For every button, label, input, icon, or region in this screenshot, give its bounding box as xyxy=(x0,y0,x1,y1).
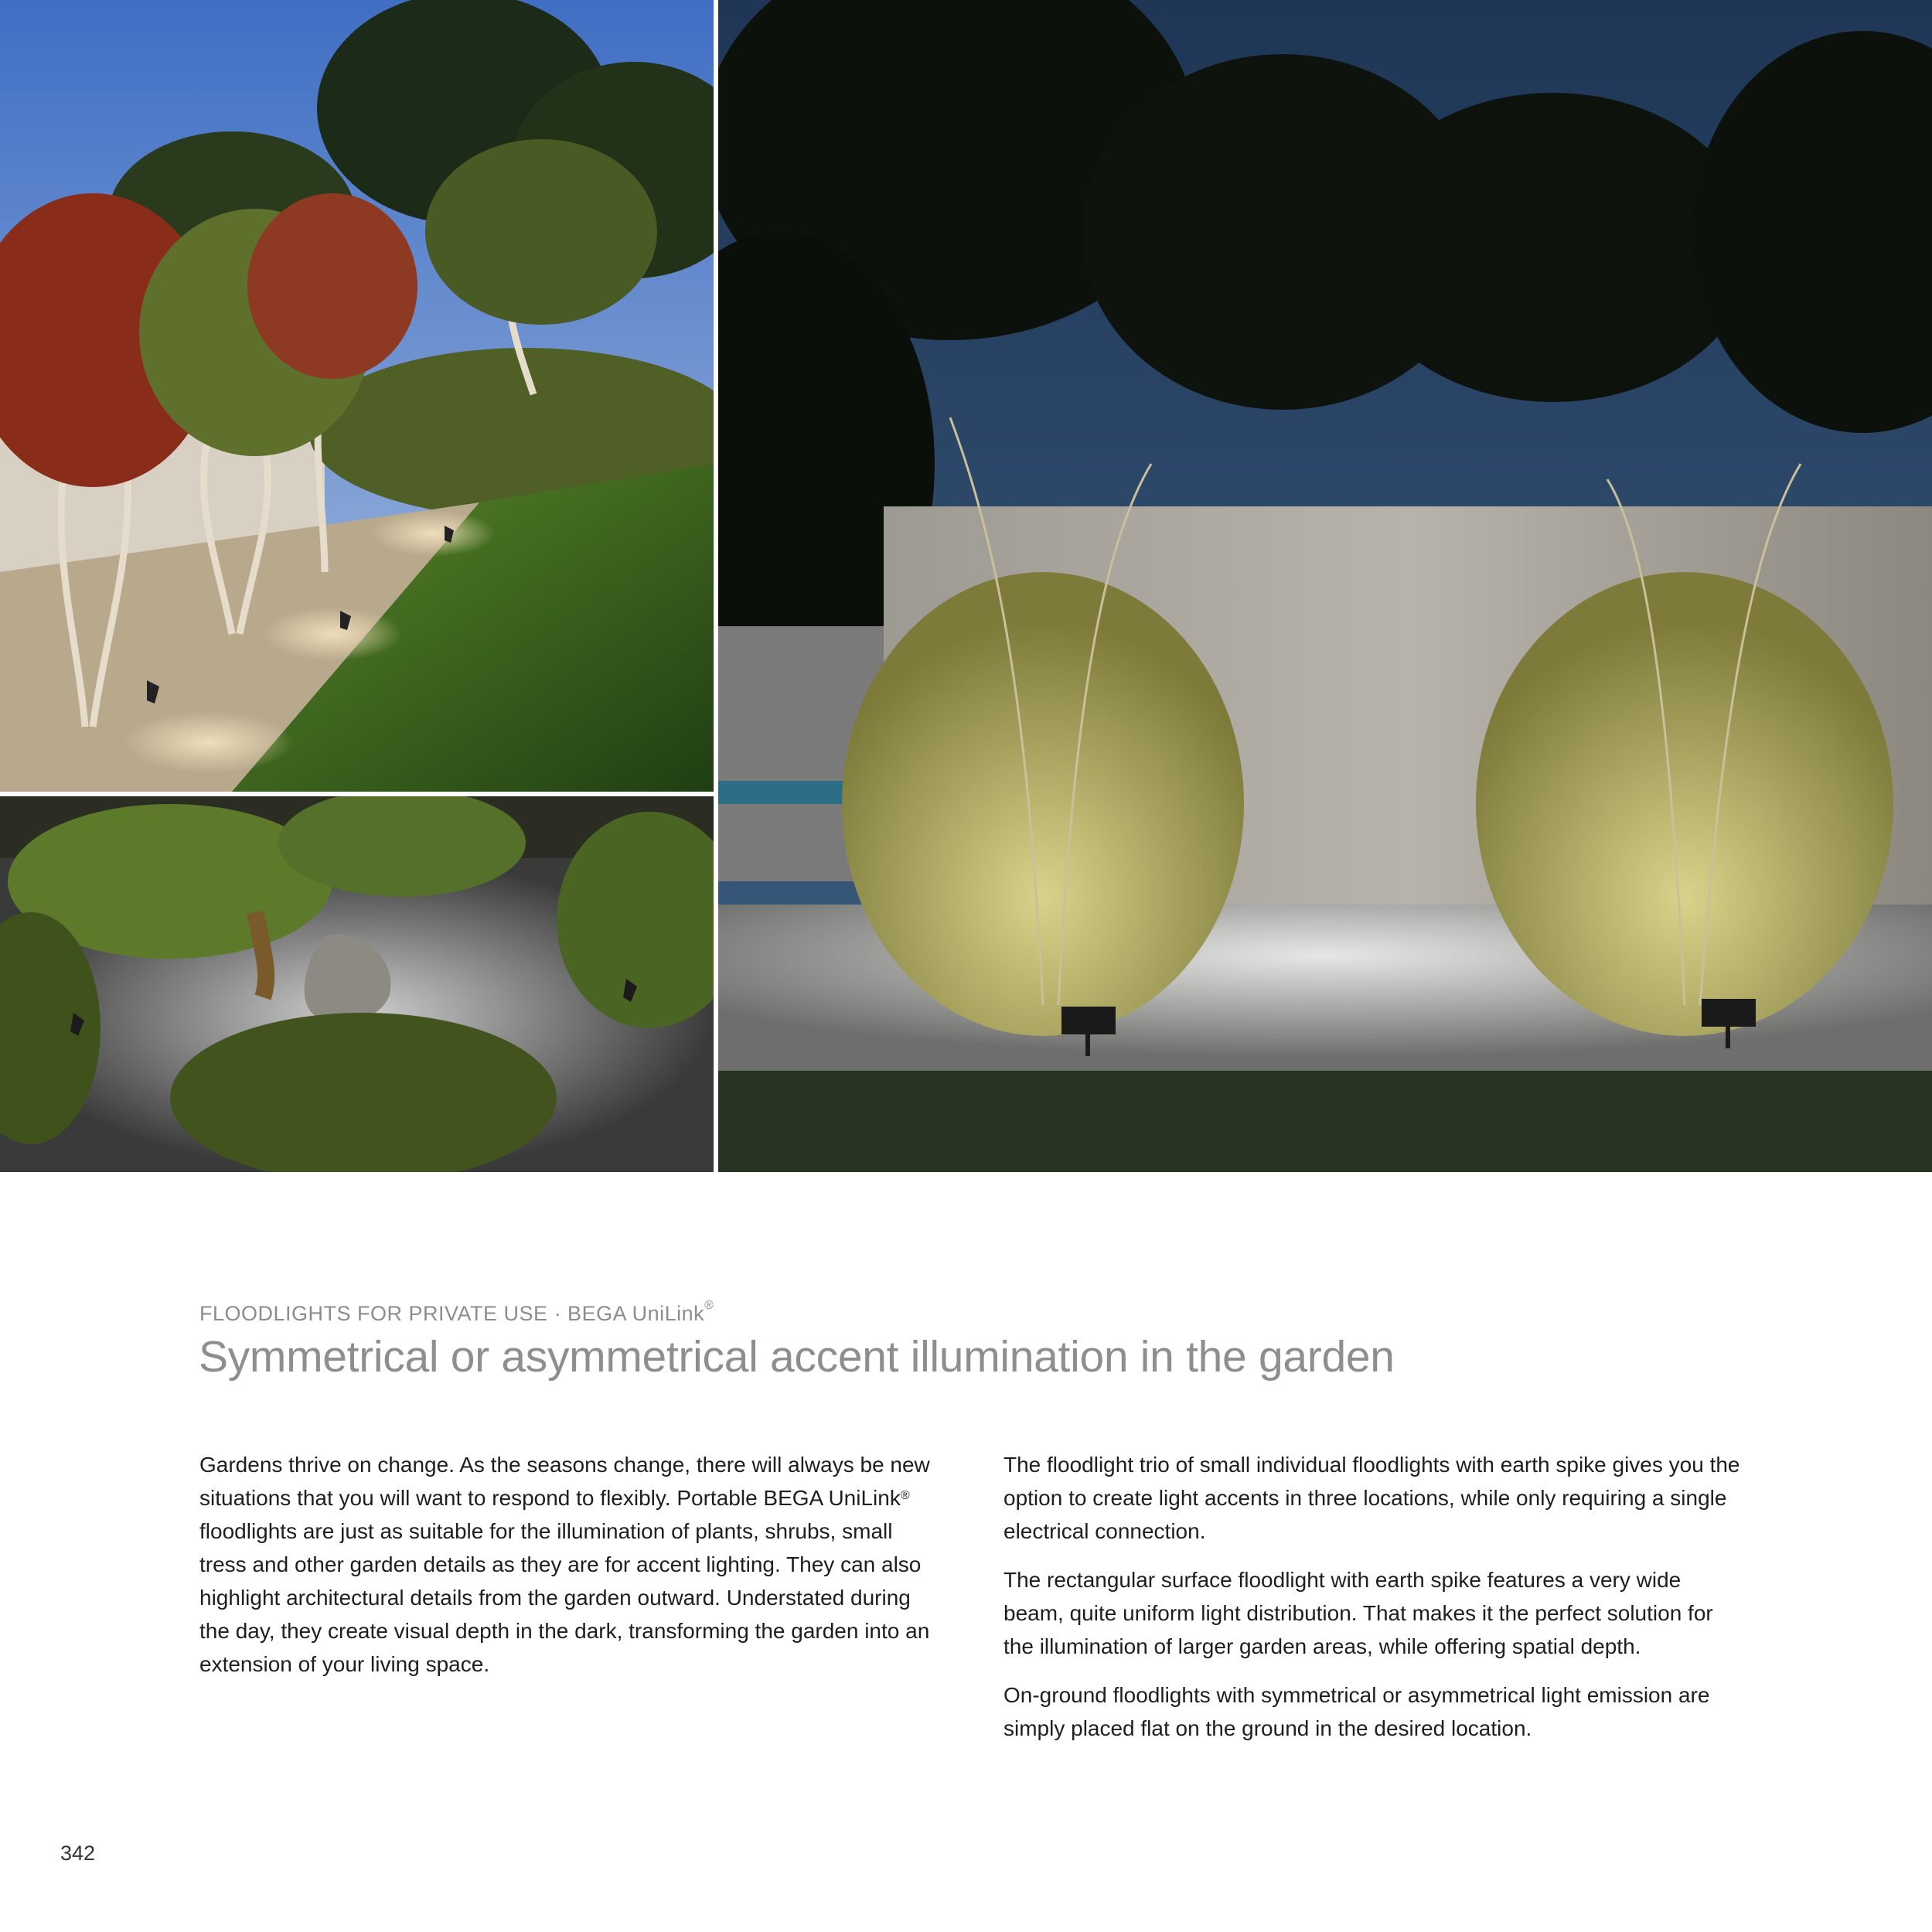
gravel-garden-photo xyxy=(0,796,714,1172)
body-column-right xyxy=(1003,1448,1746,1760)
body-paragraph: Gardens thrive on change. As the seasons change, there will always be new situations that you will want to respond to flexibly. Portable BEGA UniLink® floodlights are just as suitable for the illumination of plants, shrubs, small tress and other garden details as they are for accent lighting. They can also highlight architectural details from the garden outward. Understated during the day, they create visual depth in the dark, transforming the garden into an extension of your living space. xyxy=(199,1453,930,1676)
page-number: 342 xyxy=(60,1842,96,1865)
grasses-wall-floodlight-photo xyxy=(718,0,1932,1172)
body-paragraph: The rectangular surface floodlight with earth spike features a very wide beam, quite uniform light distribution. That makes it the perfect solution for the illumination of larger garden areas, while offering spatial depth. xyxy=(1003,1568,1713,1658)
body-column-left xyxy=(199,1448,942,1696)
garden-trees-photo xyxy=(0,0,714,792)
page-title: Symmetrical or asymmetrical accent illumination in the garden xyxy=(199,1332,1395,1382)
body-paragraph: On-ground floodlights with symmetrical or asymmetrical light emission are simply placed flat on the ground in the desired location. xyxy=(1003,1683,1710,1740)
body-paragraph: The floodlight trio of small individual floodlights with earth spike gives you the option to create light accents in three locations, while only requiring a single electrical connection. xyxy=(1003,1453,1740,1543)
section-kicker: FLOODLIGHTS FOR PRIVATE USE · BEGA UniLink® xyxy=(199,1299,714,1325)
